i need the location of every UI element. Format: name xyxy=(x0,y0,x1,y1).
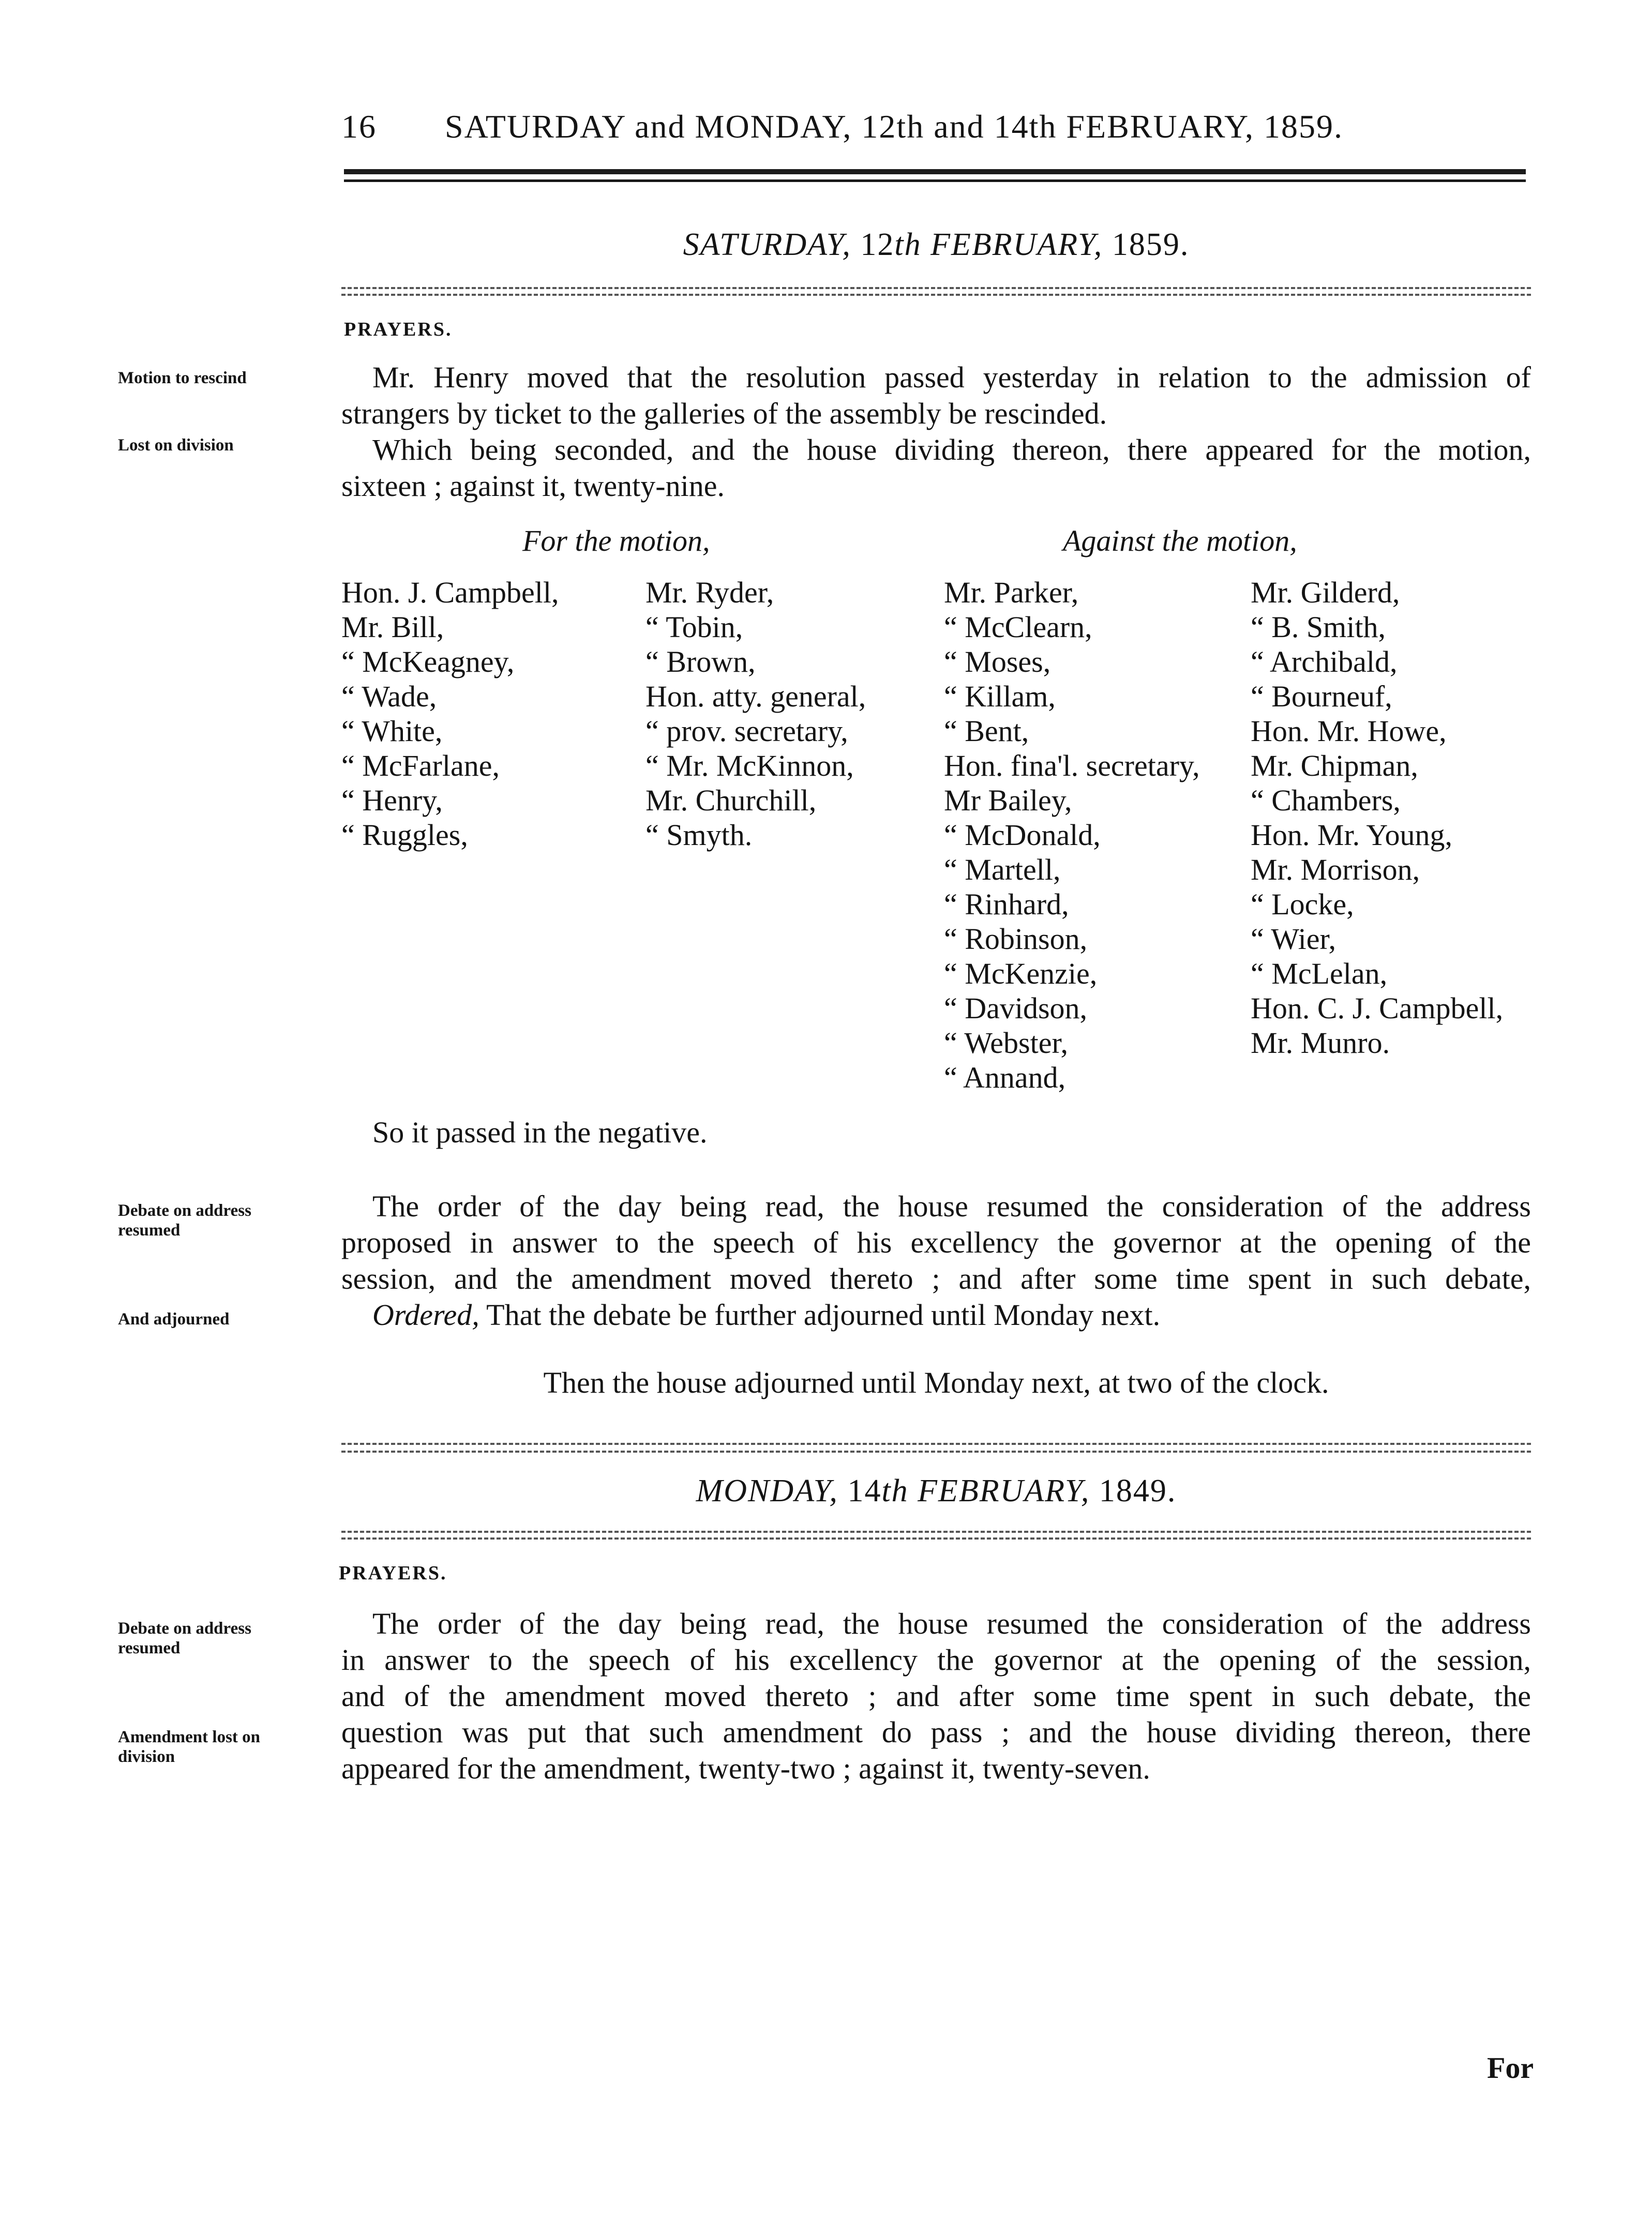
against-motion-heading: Against the motion, xyxy=(1063,524,1297,557)
monday-order-paragraph: The order of the day being read, the house resumed the consideration of the address in answer to the speech of his excellency the governor at the opening of the session, and of the amendment moved thereto ; and after some time spent in such debate, the question was put that such amendment do pass ; and the house dividing thereon, there appeared for the amendment, twenty-two ; against it, twenty-seven. xyxy=(341,1607,1531,1785)
voter-name: Mr. Gilderd, xyxy=(1251,576,1400,609)
running-header xyxy=(341,108,1531,146)
voter-name: “ Bourneuf, xyxy=(1251,680,1392,713)
margin-note-lost: Lost on division xyxy=(118,436,234,455)
voter-name: “ Locke, xyxy=(1251,887,1354,921)
section-rule xyxy=(341,1451,1531,1453)
voter-name: “ Webster, xyxy=(944,1026,1068,1060)
result-line: So it passed in the negative. xyxy=(372,1115,708,1149)
voter-name: “ McClearn, xyxy=(944,610,1092,644)
for-motion-heading: For the motion, xyxy=(522,524,710,557)
voter-name: “ Tobin, xyxy=(645,610,743,644)
page-number: 16 xyxy=(341,108,377,145)
voter-name: “ Bent, xyxy=(944,714,1029,748)
ordered-word: Ordered, xyxy=(372,1298,479,1332)
voter-name: “ Wade, xyxy=(341,680,437,713)
voter-name: “ Wier, xyxy=(1251,922,1336,956)
voter-name: “ McFarlane, xyxy=(341,749,500,782)
voter-name: “ Mr. McKinnon, xyxy=(645,749,854,782)
voter-name: Mr. Churchill, xyxy=(645,783,817,817)
voter-name: Mr. Chipman, xyxy=(1251,749,1418,782)
voter-name: “ Annand, xyxy=(944,1061,1066,1094)
running-title: SATURDAY and MONDAY, 12th and 14th FEBRUARY, 1859. xyxy=(445,108,1343,145)
against-column-2 xyxy=(1251,575,1503,1060)
voter-name: “ Killam, xyxy=(944,680,1056,713)
voter-name: “ Smyth. xyxy=(645,818,753,852)
monday-heading: MONDAY, 14th FEBRUARY, 1849. xyxy=(696,1473,1177,1509)
prayers-label: PRAYERS. xyxy=(344,319,453,340)
voter-name: “ Moses, xyxy=(944,645,1051,678)
voter-name: “ Martell, xyxy=(944,853,1061,886)
header-rule-thin xyxy=(344,179,1526,182)
voter-name: “ McLelan, xyxy=(1251,957,1388,990)
voter-name: “ McDonald, xyxy=(944,818,1101,852)
voter-name: Mr. Bill, xyxy=(341,610,444,644)
voter-name: “ Rinhard, xyxy=(944,887,1069,921)
section-rule xyxy=(341,1537,1531,1540)
margin-note-amendment-lost: Amendment lost on division xyxy=(118,1728,261,1766)
voter-name: “ McKenzie, xyxy=(944,957,1098,990)
voter-name: “ Henry, xyxy=(341,783,443,817)
margin-note-motion: Motion to rescind xyxy=(118,369,247,387)
voter-name: “ Chambers, xyxy=(1251,783,1401,817)
motion-paragraph: Mr. Henry moved that the resolution passed yesterday in relation to the admission of strangers by ticket to the galleries of the assembly be rescinded. xyxy=(341,360,1531,430)
voter-name: “ Archibald, xyxy=(1251,645,1398,678)
voter-name: Mr. Parker, xyxy=(944,576,1079,609)
for-column-2 xyxy=(645,575,866,852)
header-rule-thick xyxy=(344,169,1526,174)
voter-name: “ prov. secretary, xyxy=(645,714,848,748)
voter-name: Hon. fina'l. secretary, xyxy=(944,749,1200,782)
catchword: For xyxy=(1487,2051,1534,2085)
saturday-heading: SATURDAY, 12th FEBRUARY, 1859. xyxy=(683,227,1190,262)
section-rule xyxy=(341,287,1531,289)
for-column-1 xyxy=(341,575,559,852)
voter-name: Hon. C. J. Campbell, xyxy=(1251,991,1504,1025)
voter-name: “ Brown, xyxy=(645,645,756,678)
margin-note-adjourned: And adjourned xyxy=(118,1310,230,1329)
voter-name: Hon. Mr. Young, xyxy=(1251,818,1452,852)
against-column-1 xyxy=(944,575,1200,1095)
voter-name: Mr. Munro. xyxy=(1251,1026,1390,1060)
voter-name: “ B. Smith, xyxy=(1251,610,1386,644)
voter-name: Hon. atty. general, xyxy=(645,680,866,713)
division-paragraph: Which being seconded, and the house dividing thereon, there appeared for the motion, sixteen ; against it, twenty-nine. xyxy=(341,433,1531,503)
margin-note-debate-resumed: Debate on address resumed xyxy=(118,1201,251,1240)
voter-name: Hon. J. Campbell, xyxy=(341,576,559,609)
section-rule xyxy=(341,1443,1531,1445)
voter-name: Mr Bailey, xyxy=(944,783,1072,817)
voter-name: “ McKeagney, xyxy=(341,645,515,678)
prayers-label: PRAYERS. xyxy=(339,1562,447,1584)
section-rule xyxy=(341,294,1531,296)
saturday-order-paragraph: The order of the day being read, the house resumed the consideration of the address proposed in answer to the speech of his excellency the governor at the opening of the session, and the amendment moved thereto ; and after some time spent in such debate, Ordered, That the debate be further adjourned until Monday next. xyxy=(341,1189,1531,1332)
section-rule xyxy=(341,1531,1531,1533)
voter-name: “ Ruggles, xyxy=(341,818,468,852)
voter-name: Mr. Morrison, xyxy=(1251,853,1420,886)
adjournment-line: Then the house adjourned until Monday next, at two of the clock. xyxy=(543,1366,1329,1399)
voter-name: Mr. Ryder, xyxy=(645,576,774,609)
voter-name: “ White, xyxy=(341,714,443,748)
voter-name: Hon. Mr. Howe, xyxy=(1251,714,1447,748)
voter-name: “ Robinson, xyxy=(944,922,1088,956)
margin-note-debate-resumed: Debate on address resumed xyxy=(118,1619,251,1657)
voter-name: “ Davidson, xyxy=(944,991,1088,1025)
